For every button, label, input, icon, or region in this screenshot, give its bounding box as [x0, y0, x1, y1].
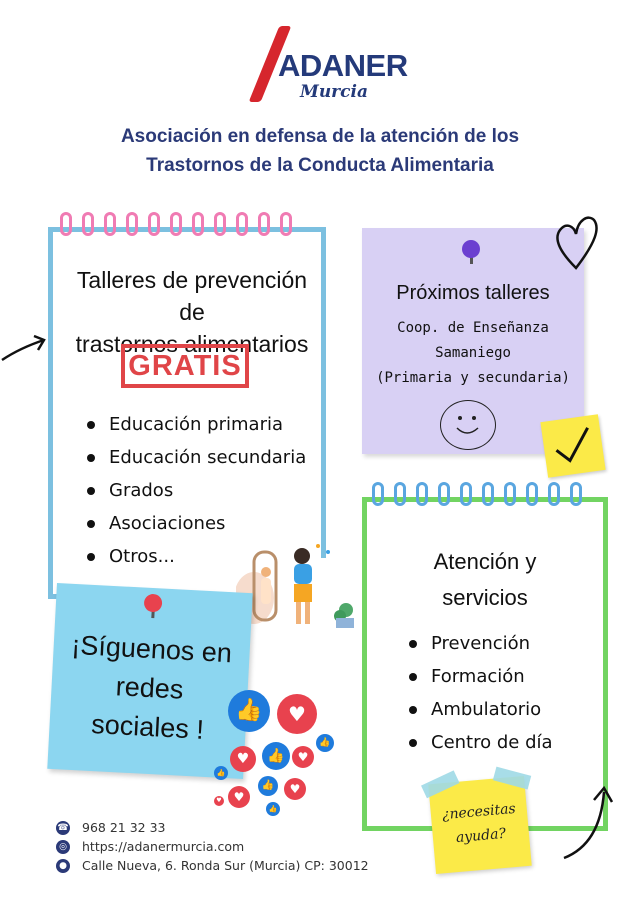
arrow-right-decoration: [560, 782, 620, 862]
social-media-note: [47, 583, 252, 779]
heart-reaction-icon: ♥: [277, 694, 317, 734]
arrow-left-decoration: [0, 330, 50, 370]
heart-reaction-icon: ♥: [284, 778, 306, 800]
phone-icon: ☎: [57, 822, 69, 833]
checkmark-icon: [540, 414, 605, 478]
contact-info: [56, 818, 369, 875]
heart-reaction-icon: ♥: [214, 796, 224, 806]
upcoming-line-1: Coop. de Enseñanza: [397, 320, 549, 336]
heart-reaction-icon: ♥: [228, 786, 250, 808]
location-pin-icon: ●: [56, 859, 70, 873]
heart-reaction-icon: ♥: [230, 746, 256, 772]
services-title: [367, 544, 603, 616]
social-line-2: redes: [115, 671, 185, 705]
list-item: Educación primaria: [87, 408, 306, 441]
list-item: Prevención: [409, 627, 553, 660]
contact-phone-row: [56, 818, 369, 837]
upcoming-line-3: (Primaria y secundaria): [376, 370, 570, 386]
blue-spiral-binding: [372, 482, 592, 506]
services-title-line-2: servicios: [442, 585, 528, 610]
upcoming-line-2: Samaniego: [435, 345, 511, 361]
contact-phone: 968 21 32 33: [82, 820, 166, 835]
list-item: Ambulatorio: [409, 693, 553, 726]
help-text: [430, 796, 530, 852]
red-pin-icon: [144, 594, 163, 613]
association-line-2: Trastornos de la Conducta Alimentaria: [146, 155, 494, 176]
heart-icon: [552, 210, 602, 272]
services-title-line-1: Atención y: [433, 549, 537, 574]
association-heading: [60, 122, 580, 180]
heart-reaction-icon: ♥: [292, 746, 314, 768]
services-list: [409, 627, 553, 759]
list-item: Formación: [409, 660, 553, 693]
workshops-title-line-2: trastornos alimentarios: [75, 331, 309, 357]
contact-address-row: [56, 856, 369, 875]
upcoming-title: Próximos talleres: [396, 282, 550, 304]
social-line-1: ¡Síguenos en: [70, 629, 233, 669]
workshops-title-line-1: Talleres de prevención de: [76, 267, 308, 325]
list-item: Asociaciones: [87, 507, 306, 540]
pink-spiral-binding: [60, 212, 302, 236]
help-line-2: ayuda?: [455, 825, 507, 847]
social-text: [49, 625, 251, 752]
logo-sub: Murcia: [300, 82, 368, 102]
like-icon: 👍: [316, 734, 334, 752]
mirror-woman-illustration: [236, 538, 362, 630]
adaner-logo: [256, 26, 408, 106]
association-line-1: Asociación en defensa de la atención de los: [120, 126, 520, 147]
help-note: [428, 776, 531, 874]
list-item: Centro de día: [409, 726, 553, 759]
like-icon: 👍: [214, 766, 228, 780]
contact-address: Calle Nueva, 6. Ronda Sur (Murcia) CP: 30012: [82, 858, 369, 873]
globe-icon: ◎: [56, 840, 70, 854]
like-icon: 👍: [228, 690, 270, 732]
like-icon: 👍: [262, 742, 290, 770]
list-item: Grados: [87, 474, 306, 507]
help-line-1: ¿necesitas: [441, 800, 517, 824]
contact-web-row: [56, 837, 369, 856]
logo-word: ADANER: [278, 48, 408, 83]
checkmark-note: [540, 414, 605, 478]
social-line-3: sociales !: [90, 709, 205, 745]
list-item: Educación secundaria: [87, 441, 306, 474]
smiley-icon: [440, 400, 496, 450]
gratis-badge: GRATIS: [121, 344, 249, 388]
list-item: Otros...: [87, 540, 306, 573]
like-icon: 👍: [266, 802, 280, 816]
purple-pin-icon: [462, 240, 480, 258]
like-icon: 👍: [258, 776, 278, 796]
contact-website-link[interactable]: https://adanermurcia.com: [82, 839, 245, 854]
